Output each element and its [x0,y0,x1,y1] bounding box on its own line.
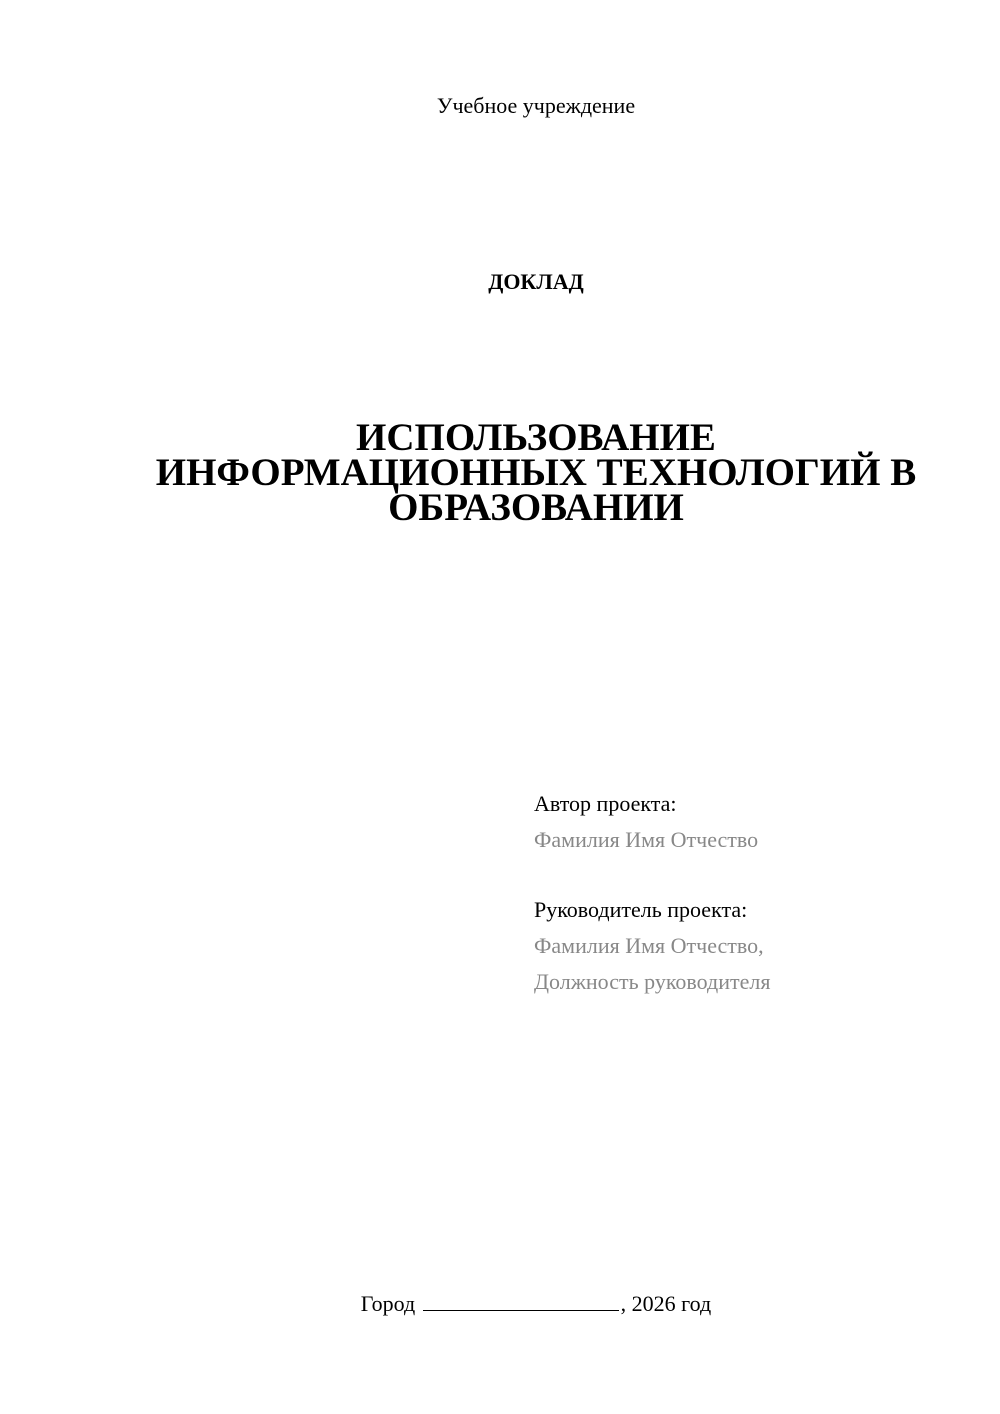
city-label: Город [360,1291,416,1316]
author-name: Фамилия Имя Отчество [534,827,759,852]
leader-name: Фамилия Имя Отчество, [534,933,764,958]
author-block [534,786,974,858]
institution-name: Учебное учреждение [436,93,636,118]
title-line: ИНФОРМАЦИОННЫХ ТЕХНОЛОГИЙ В [155,451,917,494]
document-type: ДОКЛАД [488,269,584,294]
author-label: Автор проекта: [534,791,677,816]
leader-block [534,892,974,1000]
title-line: ИСПОЛЬЗОВАНИЕ [356,416,716,459]
year-text: , 2026 год [620,1291,712,1316]
leader-label: Руководитель проекта: [534,897,748,922]
document-title [72,416,1000,529]
leader-position: Должность руководителя [534,969,771,994]
title-line: ОБРАЗОВАНИИ [388,486,684,529]
city-blank-line [423,1290,619,1311]
city-year-line [72,1290,1000,1318]
